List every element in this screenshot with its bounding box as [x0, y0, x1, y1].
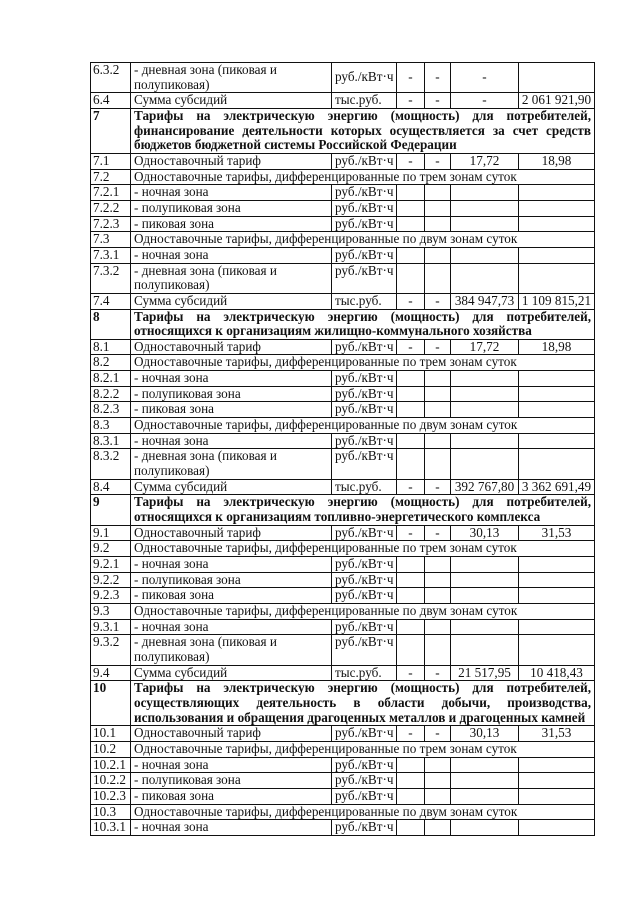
row-number: 10.3: [91, 804, 131, 820]
value-cell-4: [519, 386, 595, 402]
row-number: 8.2.2: [91, 386, 131, 402]
subsection-row: [91, 741, 595, 757]
value-cell-1: [397, 619, 425, 635]
value-cell-2: [425, 200, 451, 216]
row-number: 10.2: [91, 741, 131, 757]
value-cell-2: [425, 588, 451, 604]
section-heading-row: [91, 108, 595, 153]
table-row: [91, 200, 595, 216]
value-cell-2: [425, 619, 451, 635]
row-unit: руб./кВт·ч: [332, 200, 397, 216]
row-number: 8.2.1: [91, 371, 131, 387]
row-description: Одноставочный тариф: [131, 525, 332, 541]
value-cell-4: 10 418,43: [519, 665, 595, 681]
value-cell-1: [397, 386, 425, 402]
value-cell-1: [397, 247, 425, 263]
row-unit: руб./кВт·ч: [332, 588, 397, 604]
subsection-row: [91, 603, 595, 619]
row-description: Сумма субсидий: [131, 93, 332, 109]
row-description: - пиковая зона: [131, 588, 332, 604]
row-unit: руб./кВт·ч: [332, 263, 397, 293]
table-row: [91, 525, 595, 541]
value-cell-2: [425, 773, 451, 789]
value-cell-1: [397, 773, 425, 789]
value-cell-4: [519, 433, 595, 449]
row-unit: руб./кВт·ч: [332, 525, 397, 541]
value-cell-1: -: [397, 665, 425, 681]
value-cell-2: -: [425, 665, 451, 681]
value-cell-2: -: [425, 93, 451, 109]
value-cell-3: [451, 572, 519, 588]
row-number: 7.2.2: [91, 200, 131, 216]
table-row: [91, 339, 595, 355]
section-heading-row: [91, 495, 595, 525]
table-row: [91, 402, 595, 418]
row-number: 7.3.1: [91, 247, 131, 263]
value-cell-1: [397, 185, 425, 201]
row-number: 9.2.3: [91, 588, 131, 604]
row-number: 9.4: [91, 665, 131, 681]
row-number: 7.1: [91, 153, 131, 169]
value-cell-1: [397, 788, 425, 804]
value-cell-3: [451, 635, 519, 665]
table-row: [91, 371, 595, 387]
value-cell-3: [451, 449, 519, 479]
value-cell-4: [519, 200, 595, 216]
value-cell-4: [519, 63, 595, 93]
row-number: 10.1: [91, 726, 131, 742]
value-cell-4: [519, 788, 595, 804]
value-cell-2: -: [425, 63, 451, 93]
row-description: - дневная зона (пиковая и полупиковая): [131, 263, 332, 293]
row-unit: тыс.руб.: [332, 93, 397, 109]
section-title: Тарифы на электрическую энергию (мощность) для потребителей, относящихся к организациям топливно-энергетического комплекса: [131, 495, 595, 525]
row-unit: тыс.руб.: [332, 479, 397, 495]
row-number: 8.3.2: [91, 449, 131, 479]
subsection-row: [91, 804, 595, 820]
row-description: - ночная зона: [131, 757, 332, 773]
row-unit: руб./кВт·ч: [332, 386, 397, 402]
value-cell-1: -: [397, 63, 425, 93]
subsection-title: Одноставочные тарифы, дифференцированные по двум зонам суток: [131, 603, 595, 619]
value-cell-1: [397, 820, 425, 836]
row-number: 7.2: [91, 169, 131, 185]
row-description: - пиковая зона: [131, 788, 332, 804]
row-unit: руб./кВт·ч: [332, 402, 397, 418]
row-number: 8.4: [91, 479, 131, 495]
value-cell-3: -: [451, 63, 519, 93]
subsection-title: Одноставочные тарифы, дифференцированные по двум зонам суток: [131, 418, 595, 434]
row-description: - полупиковая зона: [131, 572, 332, 588]
row-number: 9.3.2: [91, 635, 131, 665]
row-unit: руб./кВт·ч: [332, 449, 397, 479]
row-description: - пиковая зона: [131, 216, 332, 232]
value-cell-3: [451, 619, 519, 635]
value-cell-2: -: [425, 153, 451, 169]
value-cell-3: [451, 402, 519, 418]
subsection-title: Одноставочные тарифы, дифференцированные по трем зонам суток: [131, 355, 595, 371]
section-title: Тарифы на электрическую энергию (мощность) для потребителей, осуществляющих деятельность в области добычи, производства, использования и обращения драгоценных металлов и драгоценных камней: [131, 681, 595, 726]
value-cell-1: -: [397, 479, 425, 495]
row-description: - дневная зона (пиковая и полупиковая): [131, 63, 332, 93]
value-cell-1: [397, 557, 425, 573]
table-row: [91, 93, 595, 109]
value-cell-4: [519, 402, 595, 418]
table-row: [91, 820, 595, 836]
row-description: Сумма субсидий: [131, 293, 332, 309]
row-unit: руб./кВт·ч: [332, 757, 397, 773]
section-title: Тарифы на электрическую энергию (мощность) для потребителей, финансирование деятельности которых осуществляется за счет средств бюджетов бюджетной системы Российской Федерации: [131, 108, 595, 153]
row-unit: руб./кВт·ч: [332, 247, 397, 263]
row-description: Одноставочный тариф: [131, 726, 332, 742]
subsection-title: Одноставочные тарифы, дифференцированные по двум зонам суток: [131, 804, 595, 820]
value-cell-1: -: [397, 93, 425, 109]
table-row: [91, 635, 595, 665]
row-number: 7.2.3: [91, 216, 131, 232]
value-cell-2: [425, 247, 451, 263]
value-cell-3: [451, 557, 519, 573]
tariff-table: [90, 62, 595, 836]
table-row: [91, 557, 595, 573]
value-cell-2: -: [425, 726, 451, 742]
value-cell-3: [451, 773, 519, 789]
value-cell-1: [397, 263, 425, 293]
value-cell-1: [397, 572, 425, 588]
row-description: - ночная зона: [131, 820, 332, 836]
row-description: - ночная зона: [131, 557, 332, 573]
value-cell-1: -: [397, 726, 425, 742]
row-description: Сумма субсидий: [131, 665, 332, 681]
value-cell-2: [425, 449, 451, 479]
value-cell-4: 31,53: [519, 525, 595, 541]
row-description: - ночная зона: [131, 619, 332, 635]
value-cell-2: -: [425, 479, 451, 495]
value-cell-2: [425, 386, 451, 402]
subsection-row: [91, 541, 595, 557]
row-number: 9.2: [91, 541, 131, 557]
value-cell-1: [397, 216, 425, 232]
value-cell-2: [425, 635, 451, 665]
value-cell-2: -: [425, 339, 451, 355]
value-cell-3: [451, 757, 519, 773]
row-unit: тыс.руб.: [332, 665, 397, 681]
row-number: 8: [91, 309, 131, 339]
row-number: 9.3.1: [91, 619, 131, 635]
row-unit: руб./кВт·ч: [332, 726, 397, 742]
value-cell-3: [451, 433, 519, 449]
subsection-row: [91, 169, 595, 185]
value-cell-1: [397, 588, 425, 604]
row-description: - пиковая зона: [131, 402, 332, 418]
row-number: 10: [91, 681, 131, 726]
value-cell-4: 1 109 815,21: [519, 293, 595, 309]
value-cell-3: [451, 216, 519, 232]
row-unit: руб./кВт·ч: [332, 820, 397, 836]
subsection-title: Одноставочные тарифы, дифференцированные по двум зонам суток: [131, 232, 595, 248]
value-cell-1: [397, 433, 425, 449]
table-row: [91, 63, 595, 93]
value-cell-3: [451, 588, 519, 604]
row-number: 10.2.2: [91, 773, 131, 789]
subsection-row: [91, 418, 595, 434]
table-row: [91, 247, 595, 263]
value-cell-3: [451, 371, 519, 387]
value-cell-4: [519, 757, 595, 773]
table-row: [91, 788, 595, 804]
row-number: 7.2.1: [91, 185, 131, 201]
value-cell-2: [425, 788, 451, 804]
value-cell-3: 17,72: [451, 339, 519, 355]
subsection-title: Одноставочные тарифы, дифференцированные по трем зонам суток: [131, 741, 595, 757]
value-cell-3: [451, 200, 519, 216]
row-number: 7.3.2: [91, 263, 131, 293]
value-cell-2: [425, 185, 451, 201]
value-cell-4: [519, 449, 595, 479]
value-cell-3: [451, 247, 519, 263]
row-number: 10.3.1: [91, 820, 131, 836]
value-cell-2: [425, 572, 451, 588]
value-cell-4: [519, 619, 595, 635]
value-cell-3: [451, 185, 519, 201]
row-unit: руб./кВт·ч: [332, 773, 397, 789]
table-row: [91, 216, 595, 232]
value-cell-3: [451, 788, 519, 804]
value-cell-3: 21 517,95: [451, 665, 519, 681]
row-unit: руб./кВт·ч: [332, 216, 397, 232]
value-cell-4: 2 061 921,90: [519, 93, 595, 109]
value-cell-2: [425, 820, 451, 836]
subsection-row: [91, 232, 595, 248]
row-unit: руб./кВт·ч: [332, 433, 397, 449]
table-row: [91, 726, 595, 742]
value-cell-4: [519, 185, 595, 201]
value-cell-4: [519, 216, 595, 232]
value-cell-1: [397, 402, 425, 418]
row-unit: руб./кВт·ч: [332, 557, 397, 573]
value-cell-3: -: [451, 93, 519, 109]
value-cell-1: [397, 757, 425, 773]
row-unit: руб./кВт·ч: [332, 572, 397, 588]
value-cell-3: 30,13: [451, 525, 519, 541]
table-row: [91, 185, 595, 201]
row-number: 7: [91, 108, 131, 153]
row-description: - ночная зона: [131, 371, 332, 387]
row-description: - полупиковая зона: [131, 386, 332, 402]
row-description: - ночная зона: [131, 185, 332, 201]
section-title: Тарифы на электрическую энергию (мощность) для потребителей, относящихся к организациям жилищно-коммунального хозяйства: [131, 309, 595, 339]
row-unit: руб./кВт·ч: [332, 339, 397, 355]
table-row: [91, 588, 595, 604]
table-row: [91, 386, 595, 402]
table-row: [91, 773, 595, 789]
value-cell-4: [519, 635, 595, 665]
row-number: 9.2.1: [91, 557, 131, 573]
row-number: 10.2.3: [91, 788, 131, 804]
value-cell-4: 3 362 691,49: [519, 479, 595, 495]
value-cell-4: 18,98: [519, 339, 595, 355]
tariff-table-body: [91, 63, 595, 836]
subsection-title: Одноставочные тарифы, дифференцированные по трем зонам суток: [131, 541, 595, 557]
row-description: Одноставочный тариф: [131, 153, 332, 169]
value-cell-4: [519, 557, 595, 573]
value-cell-4: [519, 247, 595, 263]
value-cell-4: [519, 820, 595, 836]
row-number: 8.1: [91, 339, 131, 355]
table-row: [91, 263, 595, 293]
section-heading-row: [91, 681, 595, 726]
row-number: 8.2.3: [91, 402, 131, 418]
value-cell-4: [519, 572, 595, 588]
value-cell-2: [425, 371, 451, 387]
row-number: 6.4: [91, 93, 131, 109]
value-cell-3: 384 947,73: [451, 293, 519, 309]
value-cell-4: 31,53: [519, 726, 595, 742]
row-number: 10.2.1: [91, 757, 131, 773]
row-number: 6.3.2: [91, 63, 131, 93]
row-number: 7.4: [91, 293, 131, 309]
row-unit: руб./кВт·ч: [332, 63, 397, 93]
value-cell-1: -: [397, 153, 425, 169]
value-cell-4: [519, 263, 595, 293]
row-unit: руб./кВт·ч: [332, 619, 397, 635]
row-number: 8.2: [91, 355, 131, 371]
row-number: 8.3.1: [91, 433, 131, 449]
value-cell-2: -: [425, 525, 451, 541]
table-row: [91, 619, 595, 635]
row-number: 9.3: [91, 603, 131, 619]
value-cell-1: [397, 200, 425, 216]
value-cell-2: -: [425, 293, 451, 309]
value-cell-3: [451, 386, 519, 402]
value-cell-2: [425, 402, 451, 418]
row-unit: руб./кВт·ч: [332, 185, 397, 201]
value-cell-4: 18,98: [519, 153, 595, 169]
value-cell-3: 392 767,80: [451, 479, 519, 495]
row-description: Одноставочный тариф: [131, 339, 332, 355]
value-cell-1: [397, 371, 425, 387]
row-unit: руб./кВт·ч: [332, 635, 397, 665]
table-row: [91, 665, 595, 681]
section-heading-row: [91, 309, 595, 339]
value-cell-4: [519, 588, 595, 604]
value-cell-1: -: [397, 525, 425, 541]
row-description: - полупиковая зона: [131, 773, 332, 789]
value-cell-2: [425, 757, 451, 773]
table-row: [91, 479, 595, 495]
value-cell-2: [425, 216, 451, 232]
value-cell-4: [519, 773, 595, 789]
table-row: [91, 433, 595, 449]
value-cell-3: 30,13: [451, 726, 519, 742]
value-cell-4: [519, 371, 595, 387]
row-number: 8.3: [91, 418, 131, 434]
row-unit: руб./кВт·ч: [332, 153, 397, 169]
row-unit: тыс.руб.: [332, 293, 397, 309]
row-number: 9.1: [91, 525, 131, 541]
table-row: [91, 572, 595, 588]
row-number: 9.2.2: [91, 572, 131, 588]
value-cell-2: [425, 433, 451, 449]
row-description: - ночная зона: [131, 247, 332, 263]
value-cell-2: [425, 263, 451, 293]
value-cell-3: [451, 263, 519, 293]
row-number: 9: [91, 495, 131, 525]
table-row: [91, 757, 595, 773]
value-cell-3: [451, 820, 519, 836]
value-cell-1: -: [397, 339, 425, 355]
row-description: - полупиковая зона: [131, 200, 332, 216]
value-cell-3: 17,72: [451, 153, 519, 169]
value-cell-2: [425, 557, 451, 573]
row-unit: руб./кВт·ч: [332, 788, 397, 804]
row-unit: руб./кВт·ч: [332, 371, 397, 387]
table-row: [91, 293, 595, 309]
value-cell-1: [397, 635, 425, 665]
row-description: - ночная зона: [131, 433, 332, 449]
row-description: - дневная зона (пиковая и полупиковая): [131, 449, 332, 479]
subsection-title: Одноставочные тарифы, дифференцированные по трем зонам суток: [131, 169, 595, 185]
table-row: [91, 449, 595, 479]
table-row: [91, 153, 595, 169]
row-number: 7.3: [91, 232, 131, 248]
row-description: Сумма субсидий: [131, 479, 332, 495]
value-cell-1: -: [397, 293, 425, 309]
value-cell-1: [397, 449, 425, 479]
row-description: - дневная зона (пиковая и полупиковая): [131, 635, 332, 665]
subsection-row: [91, 355, 595, 371]
